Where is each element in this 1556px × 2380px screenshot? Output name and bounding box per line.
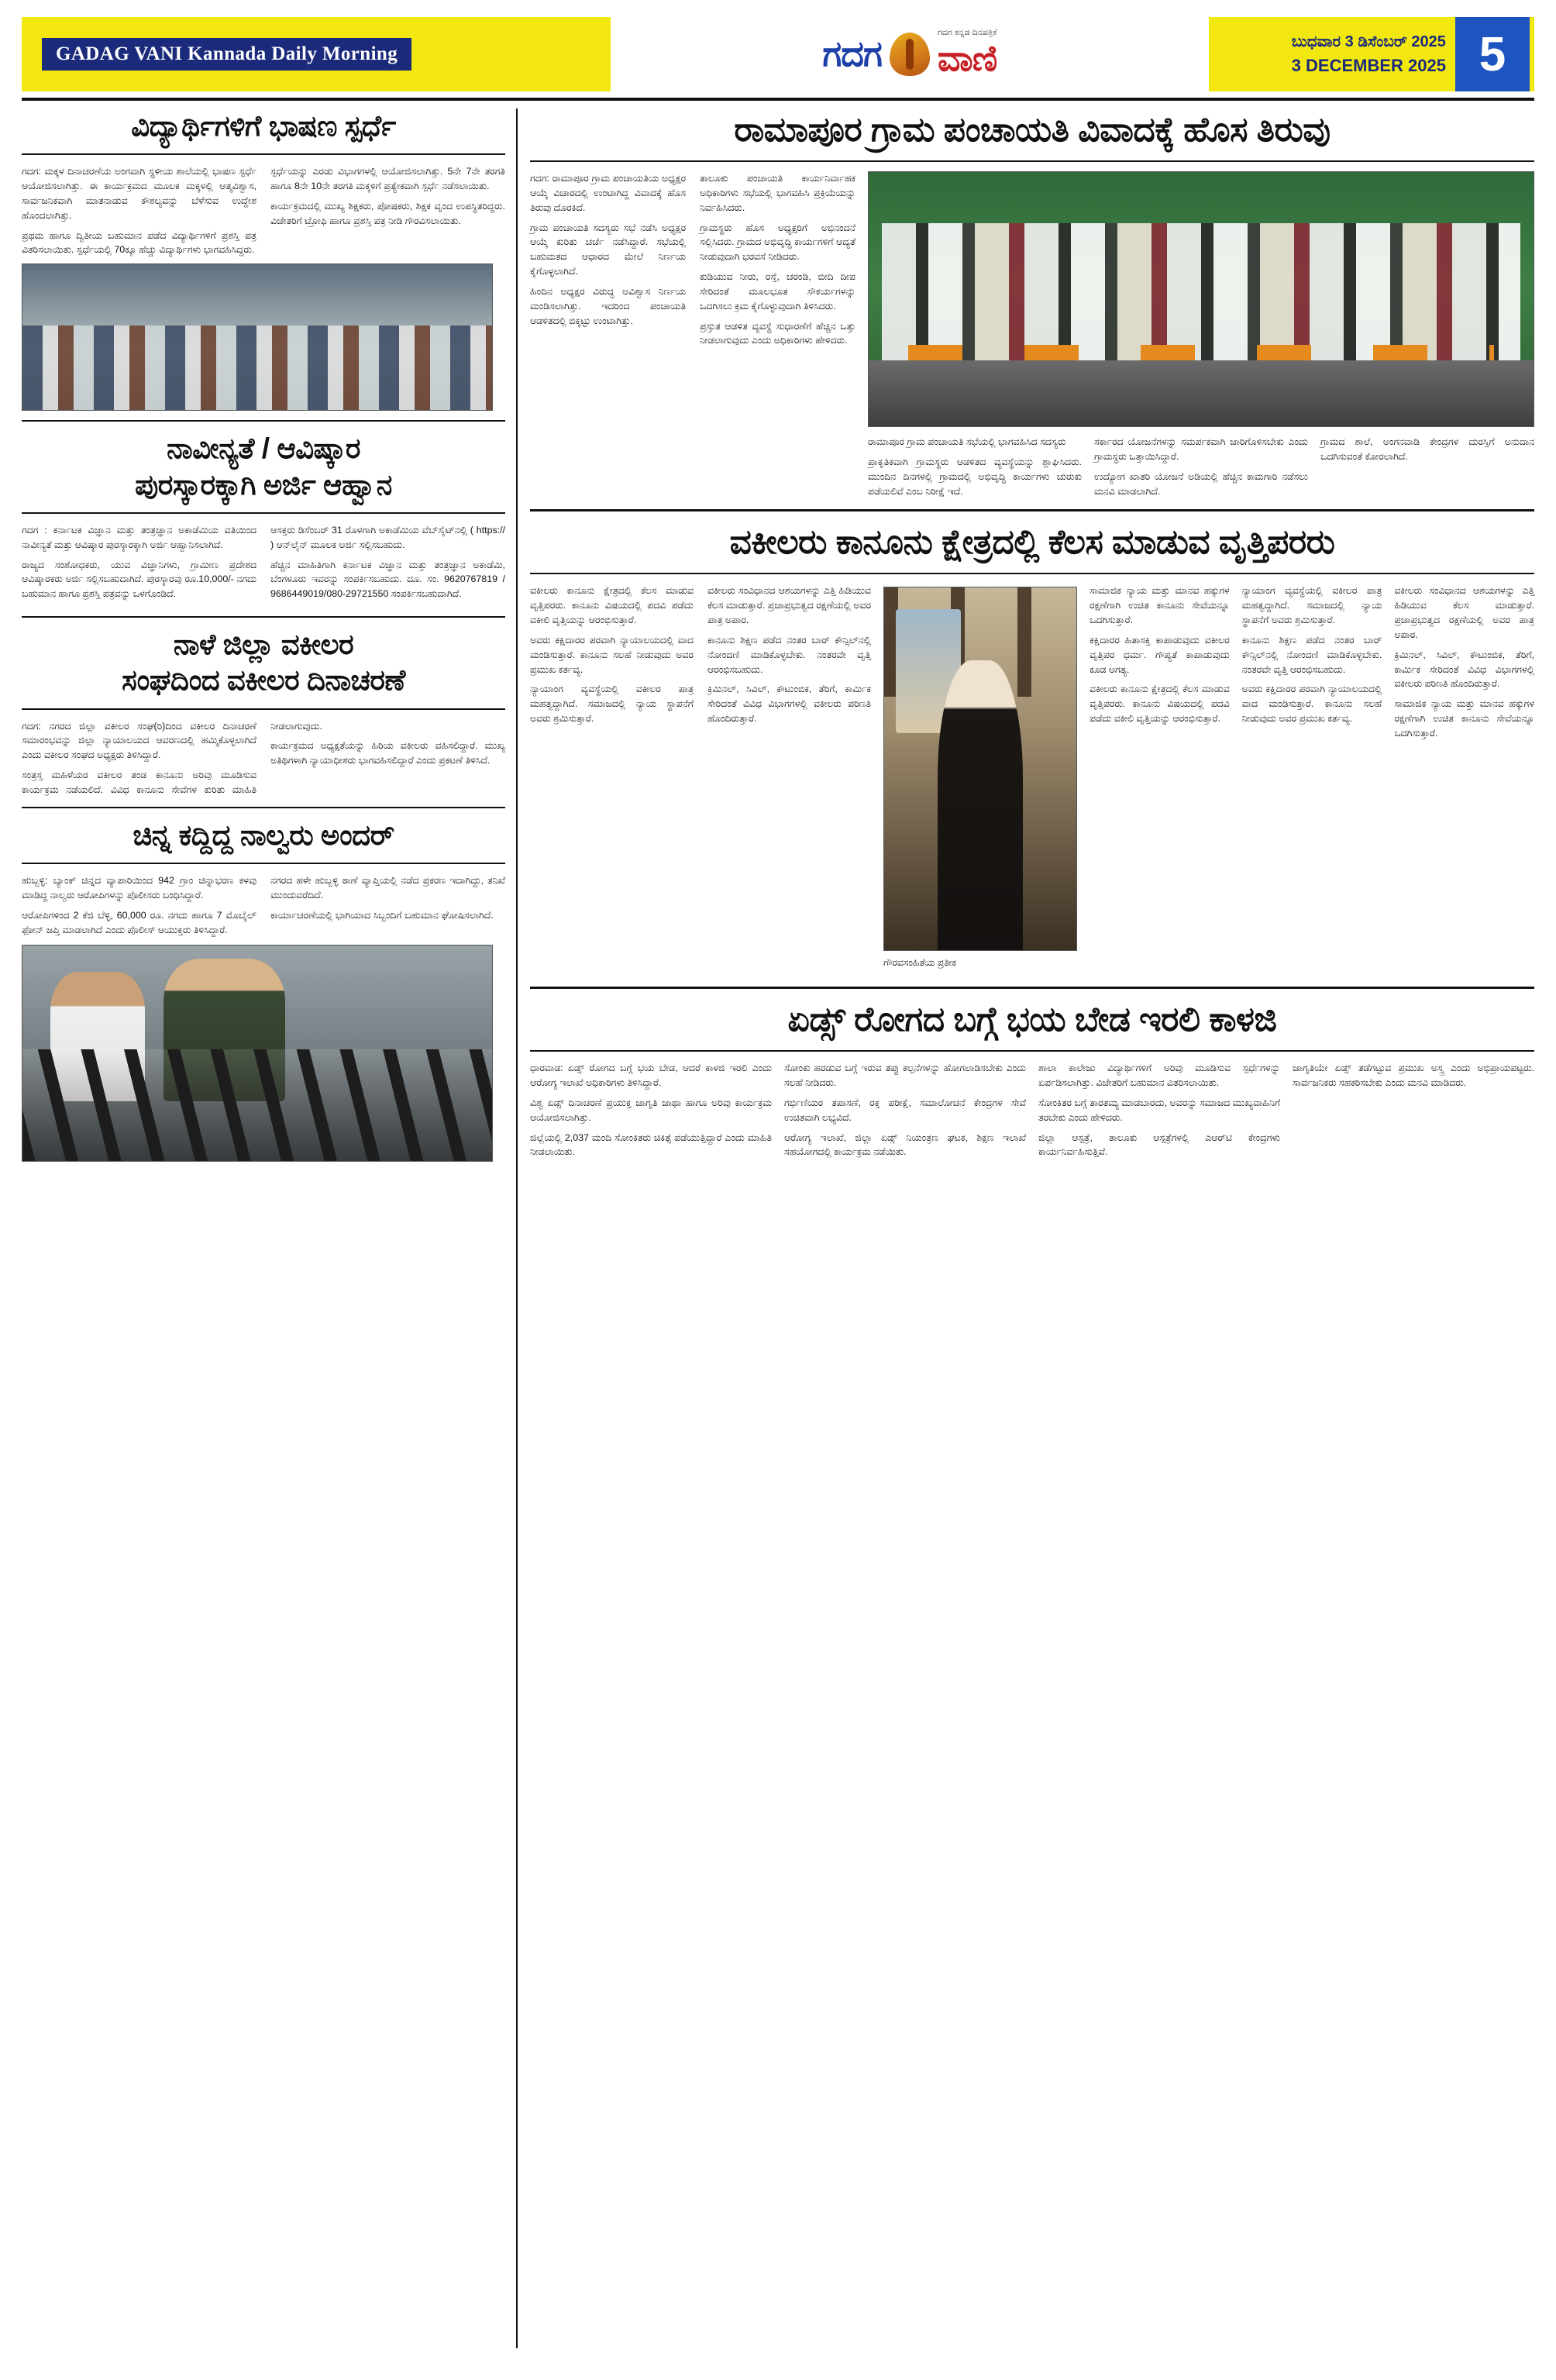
headline-rule — [530, 160, 1534, 162]
paragraph: ಕಾನೂನು ಶಿಕ್ಷಣ ಪಡೆದ ನಂತರ ಬಾರ್ ಕೌನ್ಸಿಲ್‌ನಲ್ಲಿ ನೋಂದಣಿ ಮಾಡಿಕೊಳ್ಳಬೇಕು. ನಂತರವೇ ವೃತ್ತಿ ಆರಂಭಿಸಬಹುದು. — [707, 634, 871, 675]
paragraph: ಜಿಲ್ಲೆಯಲ್ಲಿ 2,037 ಮಂದಿ ಸೋಂಕಿತರು ಚಿಕಿತ್ಸೆ ಪಡೆಯುತ್ತಿದ್ದಾರೆ ಎಂದು ಮಾಹಿತಿ ನೀಡಲಾಯಿತು. — [530, 1131, 772, 1158]
article-lawyers-profession — [530, 521, 1534, 976]
column-right — [518, 108, 1534, 2348]
paragraph: ವಿಶ್ವ ಏಡ್ಸ್ ದಿನಾಚರಣೆ ಪ್ರಯುಕ್ತ ಜಾಗೃತಿ ಜಾಥಾ ಹಾಗೂ ಅರಿವು ಕಾರ್ಯಕ್ರಮ ಆಯೋಜಿಸಲಾಗಿತ್ತು. — [530, 1097, 772, 1123]
headline-rule — [22, 863, 505, 864]
headline-rule — [22, 153, 505, 155]
headline-students-speech: ವಿದ್ಯಾರ್ಥಿಗಳಿಗೆ ಭಾಷಣ ಸ್ಪರ್ಧೆ — [131, 110, 396, 142]
date-kannada: ಬುಧವಾರ 3 ಡಿಸೆಂಬರ್ 2025 — [1291, 33, 1446, 50]
photo-police-press-meet — [22, 945, 493, 1162]
paragraph: ಕುಡಿಯುವ ನೀರು, ರಸ್ತೆ, ಚರಂಡಿ, ಬೀದಿ ದೀಪ ಸೇರಿದಂತೆ ಮೂಲಭೂತ ಸೌಕರ್ಯಗಳನ್ನು ಒದಗಿಸಲು ಕ್ರಮ ಕೈಗೊಳ್ಳುವುದಾಗಿ ತಿಳಿಸಿದರು. — [700, 271, 855, 312]
headline-gold-theft: ಚಿನ್ನ ಕದ್ದಿದ್ದ ನಾಲ್ವರು ಅಂದರ್ — [133, 818, 394, 851]
paragraph: ನ್ಯಾಯಾಂಗ ವ್ಯವಸ್ಥೆಯಲ್ಲಿ ವಕೀಲರ ಪಾತ್ರ ಮಹತ್ವದ್ದಾಗಿದೆ. ಸಮಾಜದಲ್ಲಿ ನ್ಯಾಯ ಸ್ಥಾಪನೆಗೆ ಅವರು ಶ್ರಮಿಸುತ್ತಾರೆ. — [530, 684, 694, 725]
headline-innovation-2: ಪುರಸ್ಕಾರಕ್ಕಾಗಿ ಅರ್ಜಿ ಆಹ್ವಾನ — [135, 468, 392, 501]
paragraph: ಕಕ್ಷಿದಾರರ ಹಿತಾಸಕ್ತಿ ಕಾಪಾಡುವುದು ವಕೀಲರ ವೃತ್ತಿಪರ ಧರ್ಮ. ಗೌಪ್ಯತೆ ಕಾಪಾಡುವುದು ಕೂಡ ಅಗತ್ಯ. — [1090, 634, 1230, 675]
section-divider — [22, 420, 505, 422]
photo-panchayat-meeting — [868, 171, 1534, 427]
paragraph: ಗದಗ : ಕರ್ನಾಟಕ ವಿಜ್ಞಾನ ಮತ್ತು ತಂತ್ರಜ್ಞಾನ ಅಕಾಡೆಮಿಯ ವತಿಯಿಂದ ನಾವೀನ್ಯತೆ ಮತ್ತು ಆವಿಷ್ಕಾರ ಪುರಸ್ಕಾರಕ್ಕಾಗಿ ಅರ್ಜಿ ಆಹ್ವಾನಿಸಲಾಗಿದೆ. — [22, 524, 256, 550]
headline-aids: ಏಡ್ಸ್ ರೋಗದ ಬಗ್ಗೆ ಭಯ ಬೇಡ ಇರಲಿ ಕಾಳಜಿ — [787, 1001, 1277, 1039]
article-body-gold-theft — [22, 873, 505, 937]
headline-rule — [530, 573, 1534, 574]
paragraph: ವಕೀಲರು ಕಾನೂನು ಕ್ಷೇತ್ರದಲ್ಲಿ ಕೆಲಸ ಮಾಡುವ ವೃತ್ತಿಪರರು. ಕಾನೂನು ವಿಷಯದಲ್ಲಿ ಪದವಿ ಪಡೆದು ವಕೀಲಿ ವೃತ್ತಿಯನ್ನು ಆರಂಭಿಸುತ್ತಾರೆ. — [530, 585, 694, 626]
article-body-aids — [530, 1061, 1534, 1159]
headline-lawyers-day-1: ನಾಳೆ ಜಿಲ್ಲಾ ವಕೀಲರ — [173, 629, 354, 661]
paragraph: ಉದ್ಯೋಗ ಖಾತರಿ ಯೋಜನೆ ಅಡಿಯಲ್ಲಿ ಹೆಚ್ಚಿನ ಕಾಮಗಾರಿ ನಡೆಸಲು ಮನವಿ ಮಾಡಲಾಗಿದೆ. — [1094, 470, 1308, 497]
paragraph: ಕ್ರಿಮಿನಲ್, ಸಿವಿಲ್, ಕೌಟುಂಬಿಕ, ತೆರಿಗೆ, ಕಾರ್ಮಿಕ ಸೇರಿದಂತೆ ವಿವಿಧ ವಿಭಾಗಗಳಲ್ಲಿ ವಕೀಲರು ಪರಿಣತಿ ಹೊಂದಿರುತ್ತಾರೆ. — [707, 684, 871, 725]
paragraph: ಅವರು ಕಕ್ಷಿದಾರರ ಪರವಾಗಿ ನ್ಯಾಯಾಲಯದಲ್ಲಿ ವಾದ ಮಂಡಿಸುತ್ತಾರೆ. ಕಾನೂನು ಸಲಹೆ ನೀಡುವುದು ಅವರ ಪ್ರಮುಖ ಕರ್ತವ್ಯ. — [530, 634, 694, 675]
paragraph: ಜಿಲ್ಲಾ ಆಸ್ಪತ್ರೆ, ತಾಲೂಕು ಆಸ್ಪತ್ರೆಗಳಲ್ಲಿ ಎಆರ್‌ಟಿ ಕೇಂದ್ರಗಳು ಕಾರ್ಯನಿರ್ವಹಿಸುತ್ತಿವೆ. — [1038, 1131, 1280, 1158]
paragraph: ಕಾರ್ಯಕ್ರಮದ ಅಧ್ಯಕ್ಷತೆಯನ್ನು ಹಿರಿಯ ವಕೀಲರು ವಹಿಸಲಿದ್ದಾರೆ. ಮುಖ್ಯ ಅತಿಥಿಗಳಾಗಿ ನ್ಯಾಯಾಧೀಶರು ಭಾಗವಹಿಸಲಿದ್ದಾರೆ ಎಂದು ಪ್ರಕಟಣೆ ತಿಳಿಸಿದೆ. — [270, 740, 505, 766]
paragraph: ಜಾಗೃತಿಯೇ ಏಡ್ಸ್ ತಡೆಗಟ್ಟುವ ಪ್ರಮುಖ ಅಸ್ತ್ರ ಎಂದು ಅಭಿಪ್ರಾಯಪಟ್ಟರು. ಸಾರ್ವಜನಿಕರು ಸಹಕರಿಸಬೇಕು ಎಂದು ಮನವಿ ಮಾಡಿದರು. — [1293, 1063, 1534, 1089]
paragraph: ಸರ್ಕಾರದ ಯೋಜನೆಗಳನ್ನು ಸಮರ್ಪಕವಾಗಿ ಜಾರಿಗೊಳಿಸಬೇಕು ಎಂದು ಗ್ರಾಮಸ್ಥರು ಒತ್ತಾಯಿಸಿದ್ದಾರೆ. — [1094, 436, 1308, 462]
paragraph: ಸಂತ್ರಸ್ತ ಮಹಿಳೆಯರ ವಕೀಲರ ತಂಡ ಕಾನೂನು ಅರಿವು ಮೂಡಿಸುವ ಕಾರ್ಯಕ್ರಮ ನಡೆಯಲಿದೆ. ವಿವಿಧ ಕಾನೂನು ಸೇವೆಗಳ ಕುರಿತು ಮಾಹಿತಿ ನೀಡಲಾಗುವುದು. — [22, 720, 322, 795]
panchayat-right-block — [868, 171, 1534, 498]
paragraph: ಕಾರ್ಯಾಚರಣೆಯಲ್ಲಿ ಭಾಗಿಯಾದ ಸಿಬ್ಬಂದಿಗೆ ಬಹುಮಾನ ಘೋಷಿಸಲಾಗಿದೆ. — [270, 909, 494, 921]
paragraph: ಸ್ಪರ್ಧೆಯನ್ನು ಎರಡು ವಿಭಾಗಗಳಲ್ಲಿ ಆಯೋಜಿಸಲಾಗಿತ್ತು. 5ನೇ 7ನೇ ತರಗತಿ ಹಾಗೂ 8ನೇ 10ನೇ ತರಗತಿ ಮಕ್ಕಳಿಗೆ ಪ್ರತ್ಯೇಕವಾಗಿ ಸ್ಪರ್ಧೆ ನಡೆಸಲಾಯಿತು. — [270, 166, 505, 192]
article-body-lawyers-day — [22, 719, 505, 797]
logo-subtitle: ಗದಗ ಕನ್ನಡ ದಿನಪತ್ರಿಕೆ — [937, 27, 997, 37]
paragraph: ಸೋಂಕಿತರ ಬಗ್ಗೆ ತಾರತಮ್ಯ ಮಾಡಬಾರದು, ಅವರನ್ನು ಸಮಾಜದ ಮುಖ್ಯವಾಹಿನಿಗೆ ತರಬೇಕು ಎಂದು ಹೇಳಿದರು. — [1038, 1097, 1280, 1123]
headline-innovation-1: ನಾವೀನ್ಯತೆ / ಆವಿಷ್ಕಾರ — [167, 432, 360, 465]
headline-lawyers-day-2: ಸಂಘದಿಂದ ವಕೀಲರ ದಿನಾಚರಣೆ — [122, 664, 405, 697]
article-body-students — [22, 164, 505, 257]
headline-rule — [22, 708, 505, 710]
photo-caption: ರಾಮಾಪೂರ ಗ್ರಾಮ ಪಂಚಾಯತಿ ಸಭೆಯಲ್ಲಿ ಭಾಗವಹಿಸಿದ ಸದಸ್ಯರು — [868, 436, 1066, 447]
masthead-left — [22, 17, 611, 91]
paragraph: ಸೋಂಕು ಹರಡುವ ಬಗ್ಗೆ ಇರುವ ತಪ್ಪು ಕಲ್ಪನೆಗಳನ್ನು ಹೋಗಲಾಡಿಸಬೇಕು ಎಂದು ಸಲಹೆ ನೀಡಿದರು. — [784, 1063, 1026, 1089]
article-panchayat — [530, 108, 1534, 498]
paragraph: ವಕೀಲರು ಸಂವಿಧಾನದ ಆಶಯಗಳನ್ನು ಎತ್ತಿ ಹಿಡಿಯುವ ಕೆಲಸ ಮಾಡುತ್ತಾರೆ. ಪ್ರಜಾಪ್ರಭುತ್ವದ ರಕ್ಷಣೆಯಲ್ಲಿ ಅವರ ಪಾತ್ರ ಅಪಾರ. — [1394, 585, 1534, 640]
paragraph: ಅವರು ಕಕ್ಷಿದಾರರ ಪರವಾಗಿ ನ್ಯಾಯಾಲಯದಲ್ಲಿ ವಾದ ಮಂಡಿಸುತ್ತಾರೆ. ಕಾನೂನು ಸಲಹೆ ನೀಡುವುದು ಅವರ ಪ್ರಮುಖ ಕರ್ತವ್ಯ. — [1241, 684, 1382, 725]
paragraph: ಆರೋಪಿಗಳಿಂದ 2 ಕೆಜಿ ಬೆಳ್ಳಿ, 60,000 ರೂ. ನಗದು ಹಾಗೂ 7 ಮೊಬೈಲ್ ಫೋನ್ ಜಪ್ತಿ ಮಾಡಲಾಗಿದೆ ಎಂದು ಪೊಲೀಸ್ ಆಯುಕ್ತರು ತಿಳಿಸಿದ್ದಾರೆ. — [22, 909, 256, 935]
paragraph: ವಕೀಲರು ಸಂವಿಧಾನದ ಆಶಯಗಳನ್ನು ಎತ್ತಿ ಹಿಡಿಯುವ ಕೆಲಸ ಮಾಡುತ್ತಾರೆ. ಪ್ರಜಾಪ್ರಭುತ್ವದ ರಕ್ಷಣೆಯಲ್ಲಿ ಅವರ ಪಾತ್ರ ಅಪಾರ. — [707, 585, 871, 626]
paragraph: ಗ್ರಾಮ ಪಂಚಾಯತಿ ಸದಸ್ಯರು ಸಭೆ ನಡೆಸಿ ಅಧ್ಯಕ್ಷರ ಆಯ್ಕೆ ಕುರಿತು ಚರ್ಚೆ ನಡೆಸಿದ್ದಾರೆ. ಸಭೆಯಲ್ಲಿ ಬಹುಮತದ ಆಧಾರದ ಮೇಲೆ ನಿರ್ಣಯ ಕೈಗೊಳ್ಳಲಾಗಿದೆ. — [530, 222, 686, 277]
article-students-speech — [22, 108, 505, 411]
section-divider — [22, 616, 505, 618]
masthead-right — [1209, 17, 1534, 91]
lawyers-text-left — [530, 584, 871, 976]
paragraph: ಧಾರವಾಡ: ಏಡ್ಸ್ ರೋಗದ ಬಗ್ಗೆ ಭಯ ಬೇಡ, ಆದರೆ ಕಾಳಜಿ ಇರಲಿ ಎಂದು ಆರೋಗ್ಯ ಇಲಾಖೆ ಅಧಿಕಾರಿಗಳು ತಿಳಿಸಿದ್ದಾರೆ. — [530, 1063, 772, 1089]
paragraph: ಕ್ರಿಮಿನಲ್, ಸಿವಿಲ್, ಕೌಟುಂಬಿಕ, ತೆರಿಗೆ, ಕಾರ್ಮಿಕ ಸೇರಿದಂತೆ ವಿವಿಧ ವಿಭಾಗಗಳಲ್ಲಿ ವಕೀಲರು ಪರಿಣತಿ ಹೊಂದಿರುತ್ತಾರೆ. — [1394, 649, 1534, 690]
panchayat-left-text — [530, 171, 855, 498]
headline-lawyers-profession: ವಕೀಲರು ಕಾನೂನು ಕ್ಷೇತ್ರದಲ್ಲಿ ಕೆಲಸ ಮಾಡುವ ವೃತ್ತಿಪರರು — [729, 523, 1335, 562]
masthead-logo — [611, 17, 1209, 91]
headline-panchayat: ರಾಮಾಪೂರ ಗ್ರಾಮ ಪಂಚಾಯತಿ ವಿವಾದಕ್ಕೆ ಹೊಸ ತಿರುವು — [734, 111, 1331, 149]
masthead-divider — [22, 98, 1534, 101]
paragraph: ವಕೀಲರು ಕಾನೂನು ಕ್ಷೇತ್ರದಲ್ಲಿ ಕೆಲಸ ಮಾಡುವ ವೃತ್ತಿಪರರು. ಕಾನೂನು ವಿಷಯದಲ್ಲಿ ಪದವಿ ಪಡೆದು ವಕೀಲಿ ವೃತ್ತಿಯನ್ನು ಆರಂಭಿಸುತ್ತಾರೆ. — [1090, 684, 1230, 725]
panchayat-caption-text — [868, 435, 1534, 498]
photo-prize-distribution — [22, 263, 493, 411]
paragraph: ರಾಜ್ಯದ ಸಂಶೋಧಕರು, ಯುವ ವಿಜ್ಞಾನಿಗಳು, ಗ್ರಾಮೀಣ ಪ್ರದೇಶದ ಆವಿಷ್ಕಾರಕರು ಅರ್ಜಿ ಸಲ್ಲಿಸಬಹುದಾಗಿದೆ. ಪುರಸ್ಕಾರವು ರೂ.10,000/- ನಗದು ಬಹುಮಾನ ಹಾಗೂ ಪ್ರಶಸ್ತಿ ಪತ್ರವನ್ನು ಒಳಗೊಂಡಿದೆ. — [22, 559, 256, 600]
logo-vani-text: ವಾಣಿ — [937, 38, 997, 79]
paragraph: ಸಾಮಾಜಿಕ ನ್ಯಾಯ ಮತ್ತು ಮಾನವ ಹಕ್ಕುಗಳ ರಕ್ಷಣೆಗಾಗಿ ಉಚಿತ ಕಾನೂನು ಸೇವೆಯನ್ನೂ ಒದಗಿಸುತ್ತಾರೆ. — [1394, 698, 1534, 739]
article-aids — [530, 998, 1534, 1159]
paragraph: ಪ್ರಾಕೃತಿಕವಾಗಿ ಗ್ರಾಮಸ್ಥರು ಆಡಳಿತದ ವ್ಯವಸ್ಥೆಯನ್ನು ಶ್ಲಾಘಿಸಿದರು. ಮುಂದಿನ ದಿನಗಳಲ್ಲಿ ಗ್ರಾಮದಲ್ಲಿ ಅಭಿವೃದ್ಧಿ ಕಾರ್ಯಗಳು ಚುರುಕು ಪಡೆಯಲಿವೆ ಎಂಬ ನಿರೀಕ್ಷೆ ಇದೆ. — [868, 456, 1082, 497]
article-body-innovation — [22, 523, 505, 607]
paragraph: ತಾಲೂಕು ಪಂಚಾಯತಿ ಕಾರ್ಯನಿರ್ವಾಹಕ ಅಧಿಕಾರಿಗಳು ಸಭೆಯಲ್ಲಿ ಭಾಗವಹಿಸಿ ಪ್ರಕ್ರಿಯೆಯನ್ನು ನಿರ್ವಹಿಸಿದರು. — [700, 173, 855, 213]
logo-kannada-text: ಗದಗ — [822, 33, 882, 74]
section-divider — [530, 509, 1534, 511]
microphones — [22, 1049, 492, 1162]
date-english: 3 DECEMBER 2025 — [1291, 55, 1446, 75]
paragraph: ಆರೋಗ್ಯ ಇಲಾಖೆ, ಜಿಲ್ಲಾ ಏಡ್ಸ್ ನಿಯಂತ್ರಣ ಘಟಕ, ಶಿಕ್ಷಣ ಇಲಾಖೆ ಸಹಯೋಗದಲ್ಲಿ ಕಾರ್ಯಕ್ರಮ ನಡೆಯಿತು. — [784, 1131, 1026, 1158]
headline-rule — [22, 512, 505, 514]
paragraph: ಗದಗ: ಮಕ್ಕಳ ದಿನಾಚರಣೆಯ ಅಂಗವಾಗಿ ಸ್ಥಳೀಯ ಶಾಲೆಯಲ್ಲಿ ಭಾಷಣ ಸ್ಪರ್ಧೆ ಆಯೋಜಿಸಲಾಗಿತ್ತು. ಈ ಕಾರ್ಯಕ್ರಮದ ಮೂಲಕ ಮಕ್ಕಳಲ್ಲಿ ಆತ್ಮವಿಶ್ವಾಸ, ಸಾರ್ವಜನಿಕವಾಗಿ ಮಾತನಾಡುವ ಕೌಶಲ್ಯವನ್ನು ಬೆಳೆಸುವ ಉದ್ದೇಶ ಹೊಂದಲಾಗಿತ್ತು. — [22, 166, 256, 221]
lawyers-photo-block — [883, 584, 1077, 976]
article-gold-theft — [22, 818, 505, 1162]
paragraph: ಹುಬ್ಬಳ್ಳಿ: ಬ್ಯಾಂಕ್ ಚಿನ್ನದ ವ್ಯಾಪಾರಿಯಿಂದ 942 ಗ್ರಾಂ ಚಿನ್ನಾಭರಣ ಕಳವು ಮಾಡಿದ್ದ ನಾಲ್ವರು ಆರೋಪಿಗಳನ್ನು ಪೊಲೀಸರು ಬಂಧಿಸಿದ್ದಾರೆ. — [22, 875, 256, 901]
section-divider — [530, 987, 1534, 989]
paragraph: ಗ್ರಾಮಸ್ಥರು ಹೊಸ ಅಧ್ಯಕ್ಷರಿಗೆ ಅಭಿನಂದನೆ ಸಲ್ಲಿಸಿದರು. ಗ್ರಾಮದ ಅಭಿವೃದ್ಧಿ ಕಾರ್ಯಗಳಿಗೆ ಆದ್ಯತೆ ನೀಡುವುದಾಗಿ ಭರವಸೆ ನೀಡಿದರು. — [700, 222, 855, 263]
paragraph: ನಗರದ ಹಳೇ ಹುಬ್ಬಳ್ಳಿ ಠಾಣೆ ವ್ಯಾಪ್ತಿಯಲ್ಲಿ ನಡೆದ ಪ್ರಕರಣ ಇದಾಗಿದ್ದು, ತನಿಖೆ ಮುಂದುವರೆದಿದೆ. — [270, 875, 505, 901]
paragraph: ಆಸಕ್ತರು ಡಿಸೆಂಬರ್ 31 ರೊಳಗಾಗಿ ಅಕಾಡೆಮಿಯ ವೆಬ್‌ಸೈಟ್‌ನಲ್ಲಿ ( https:// ) ಆನ್‌ಲೈನ್ ಮೂಲಕ ಅರ್ಜಿ ಸಲ್ಲಿಸಬಹುದು. — [270, 524, 505, 550]
flame-logo-icon — [890, 33, 930, 76]
photo-caption: ಗೌರವಸಂಹಿತೆಯ ಪ್ರತೀಕ — [883, 957, 956, 969]
paragraph: ನ್ಯಾಯಾಂಗ ವ್ಯವಸ್ಥೆಯಲ್ಲಿ ವಕೀಲರ ಪಾತ್ರ ಮಹತ್ವದ್ದಾಗಿದೆ. ಸಮಾಜದಲ್ಲಿ ನ್ಯಾಯ ಸ್ಥಾಪನೆಗೆ ಅವರು ಶ್ರಮಿಸುತ್ತಾರೆ. — [1241, 585, 1382, 626]
floor — [869, 360, 1534, 426]
paragraph: ಹಿಂದಿನ ಅಧ್ಯಕ್ಷರ ವಿರುದ್ಧ ಅವಿಶ್ವಾಸ ನಿರ್ಣಯ ಮಂಡಿಸಲಾಗಿತ್ತು. ಇದರಿಂದ ಪಂಚಾಯತಿ ಆಡಳಿತದಲ್ಲಿ ಬಿಕ್ಕಟ್ಟು ಉಂಟಾಗಿತ್ತು. — [530, 285, 686, 326]
masthead — [22, 17, 1534, 91]
paragraph: ಶಾಲಾ ಕಾಲೇಜು ವಿದ್ಯಾರ್ಥಿಗಳಿಗೆ ಅರಿವು ಮೂಡಿಸುವ ಸ್ಪರ್ಧೆಗಳನ್ನು ಏರ್ಪಡಿಸಲಾಗಿತ್ತು. ವಿಜೇತರಿಗೆ ಬಹುಮಾನ ವಿತರಿಸಲಾಯಿತು. — [1038, 1063, 1280, 1089]
article-innovation-award — [22, 431, 505, 607]
portrait-figure — [938, 660, 1022, 950]
lawyers-text-right — [1090, 584, 1534, 976]
article-lawyers-day — [22, 627, 505, 797]
paragraph: ಗದಗ: ನಗರದ ಜಿಲ್ಲಾ ವಕೀಲರ ಸಂಘ(ರಿ)ದಿಂದ ವಕೀಲರ ದಿನಾಚರಣೆ ಸಮಾರಂಭವನ್ನು ಜಿಲ್ಲಾ ನ್ಯಾಯಾಲಯದ ಆವರಣದಲ್ಲಿ ಹಮ್ಮಿಕೊಳ್ಳಲಾಗಿದೆ ಎಂದು ವಕೀಲರ ಸಂಘದ ಅಧ್ಯಕ್ಷರು ತಿಳಿಸಿದ್ದಾರೆ. — [22, 720, 256, 761]
column-left — [22, 108, 518, 2348]
page-columns — [22, 108, 1534, 2348]
masthead-tagline: GADAG VANI Kannada Daily Morning — [42, 38, 411, 71]
paragraph: ಗದಗ: ರಾಮಾಪೂರ ಗ್ರಾಮ ಪಂಚಾಯತಿಯ ಅಧ್ಯಕ್ಷರ ಆಯ್ಕೆ ವಿಚಾರದಲ್ಲಿ ಉಂಟಾಗಿದ್ದ ವಿವಾದಕ್ಕೆ ಹೊಸ ತಿರುವು ದೊರಕಿದೆ. — [530, 173, 686, 213]
section-divider — [22, 807, 505, 808]
paragraph: ಗ್ರಾಮದ ಶಾಲೆ, ಅಂಗನವಾಡಿ ಕೇಂದ್ರಗಳ ದುರಸ್ತಿಗೆ ಅನುದಾನ ಒದಗಿಸುವಂತೆ ಕೋರಲಾಗಿದೆ. — [1320, 436, 1534, 462]
paragraph: ಕಾರ್ಯಕ್ರಮದಲ್ಲಿ ಮುಖ್ಯ ಶಿಕ್ಷಕರು, ಪೋಷಕರು, ಶಿಕ್ಷಕ ವೃಂದ ಉಪಸ್ಥಿತರಿದ್ದರು. ವಿಜೇತರಿಗೆ ಟ್ರೋಫಿ ಹಾಗೂ ಪ್ರಶಸ್ತಿ ಪತ್ರ ನೀಡಿ ಗೌರವಿಸಲಾಯಿತು. — [270, 200, 505, 226]
paragraph: ಹೆಚ್ಚಿನ ಮಾಹಿತಿಗಾಗಿ ಕರ್ನಾಟಕ ವಿಜ್ಞಾನ ಮತ್ತು ತಂತ್ರಜ್ಞಾನ ಅಕಾಡೆಮಿ, ಬೆಂಗಳೂರು ಇವರನ್ನು ಸಂಪರ್ಕಿಸಬಹುದು. ದೂ. ಸಂ. 9620767819 / 9686449019/080-29721550 ಸಂಪರ್ಕಿಸಬಹುದಾಗಿದೆ. — [270, 559, 505, 600]
paragraph: ಪ್ರಥಮ ಹಾಗೂ ದ್ವಿತೀಯ ಬಹುಮಾನ ಪಡೆದ ವಿದ್ಯಾರ್ಥಿಗಳಿಗೆ ಪ್ರಶಸ್ತಿ ಪತ್ರ ವಿತರಿಸಲಾಯಿತು. ಸ್ಪರ್ಧೆಯಲ್ಲಿ 70ಕ್ಕೂ ಹೆಚ್ಚು ವಿದ್ಯಾರ್ಥಿಗಳು ಭಾಗವಹಿಸಿದ್ದರು. — [22, 229, 256, 256]
photo-lawyer-portrait-painting — [883, 587, 1077, 951]
headline-rule — [530, 1050, 1534, 1052]
masthead-dates — [1292, 33, 1455, 76]
paragraph: ಗರ್ಭಿಣಿಯರ ತಪಾಸಣೆ, ರಕ್ತ ಪರೀಕ್ಷೆ, ಸಮಾಲೋಚನೆ ಕೇಂದ್ರಗಳ ಸೇವೆ ಉಚಿತವಾಗಿ ಲಭ್ಯವಿದೆ. — [784, 1097, 1026, 1123]
paragraph: ಕಾನೂನು ಶಿಕ್ಷಣ ಪಡೆದ ನಂತರ ಬಾರ್ ಕೌನ್ಸಿಲ್‌ನಲ್ಲಿ ನೋಂದಣಿ ಮಾಡಿಕೊಳ್ಳಬೇಕು. ನಂತರವೇ ವೃತ್ತಿ ಆರಂಭಿಸಬಹುದು. — [1241, 634, 1382, 675]
paragraph: ಸಾಮಾಜಿಕ ನ್ಯಾಯ ಮತ್ತು ಮಾನವ ಹಕ್ಕುಗಳ ರಕ್ಷಣೆಗಾಗಿ ಉಚಿತ ಕಾನೂನು ಸೇವೆಯನ್ನೂ ಒದಗಿಸುತ್ತಾರೆ. — [1090, 585, 1230, 626]
paragraph: ಪ್ರಸ್ತುತ ಆಡಳಿತ ವ್ಯವಸ್ಥೆ ಸುಧಾರಣೆಗೆ ಹೆಚ್ಚಿನ ಒತ್ತು ನೀಡಲಾಗುವುದು ಎಂದು ಅಧಿಕಾರಿಗಳು ಹೇಳಿದರು. — [700, 320, 855, 346]
page-number: 5 — [1455, 17, 1530, 91]
